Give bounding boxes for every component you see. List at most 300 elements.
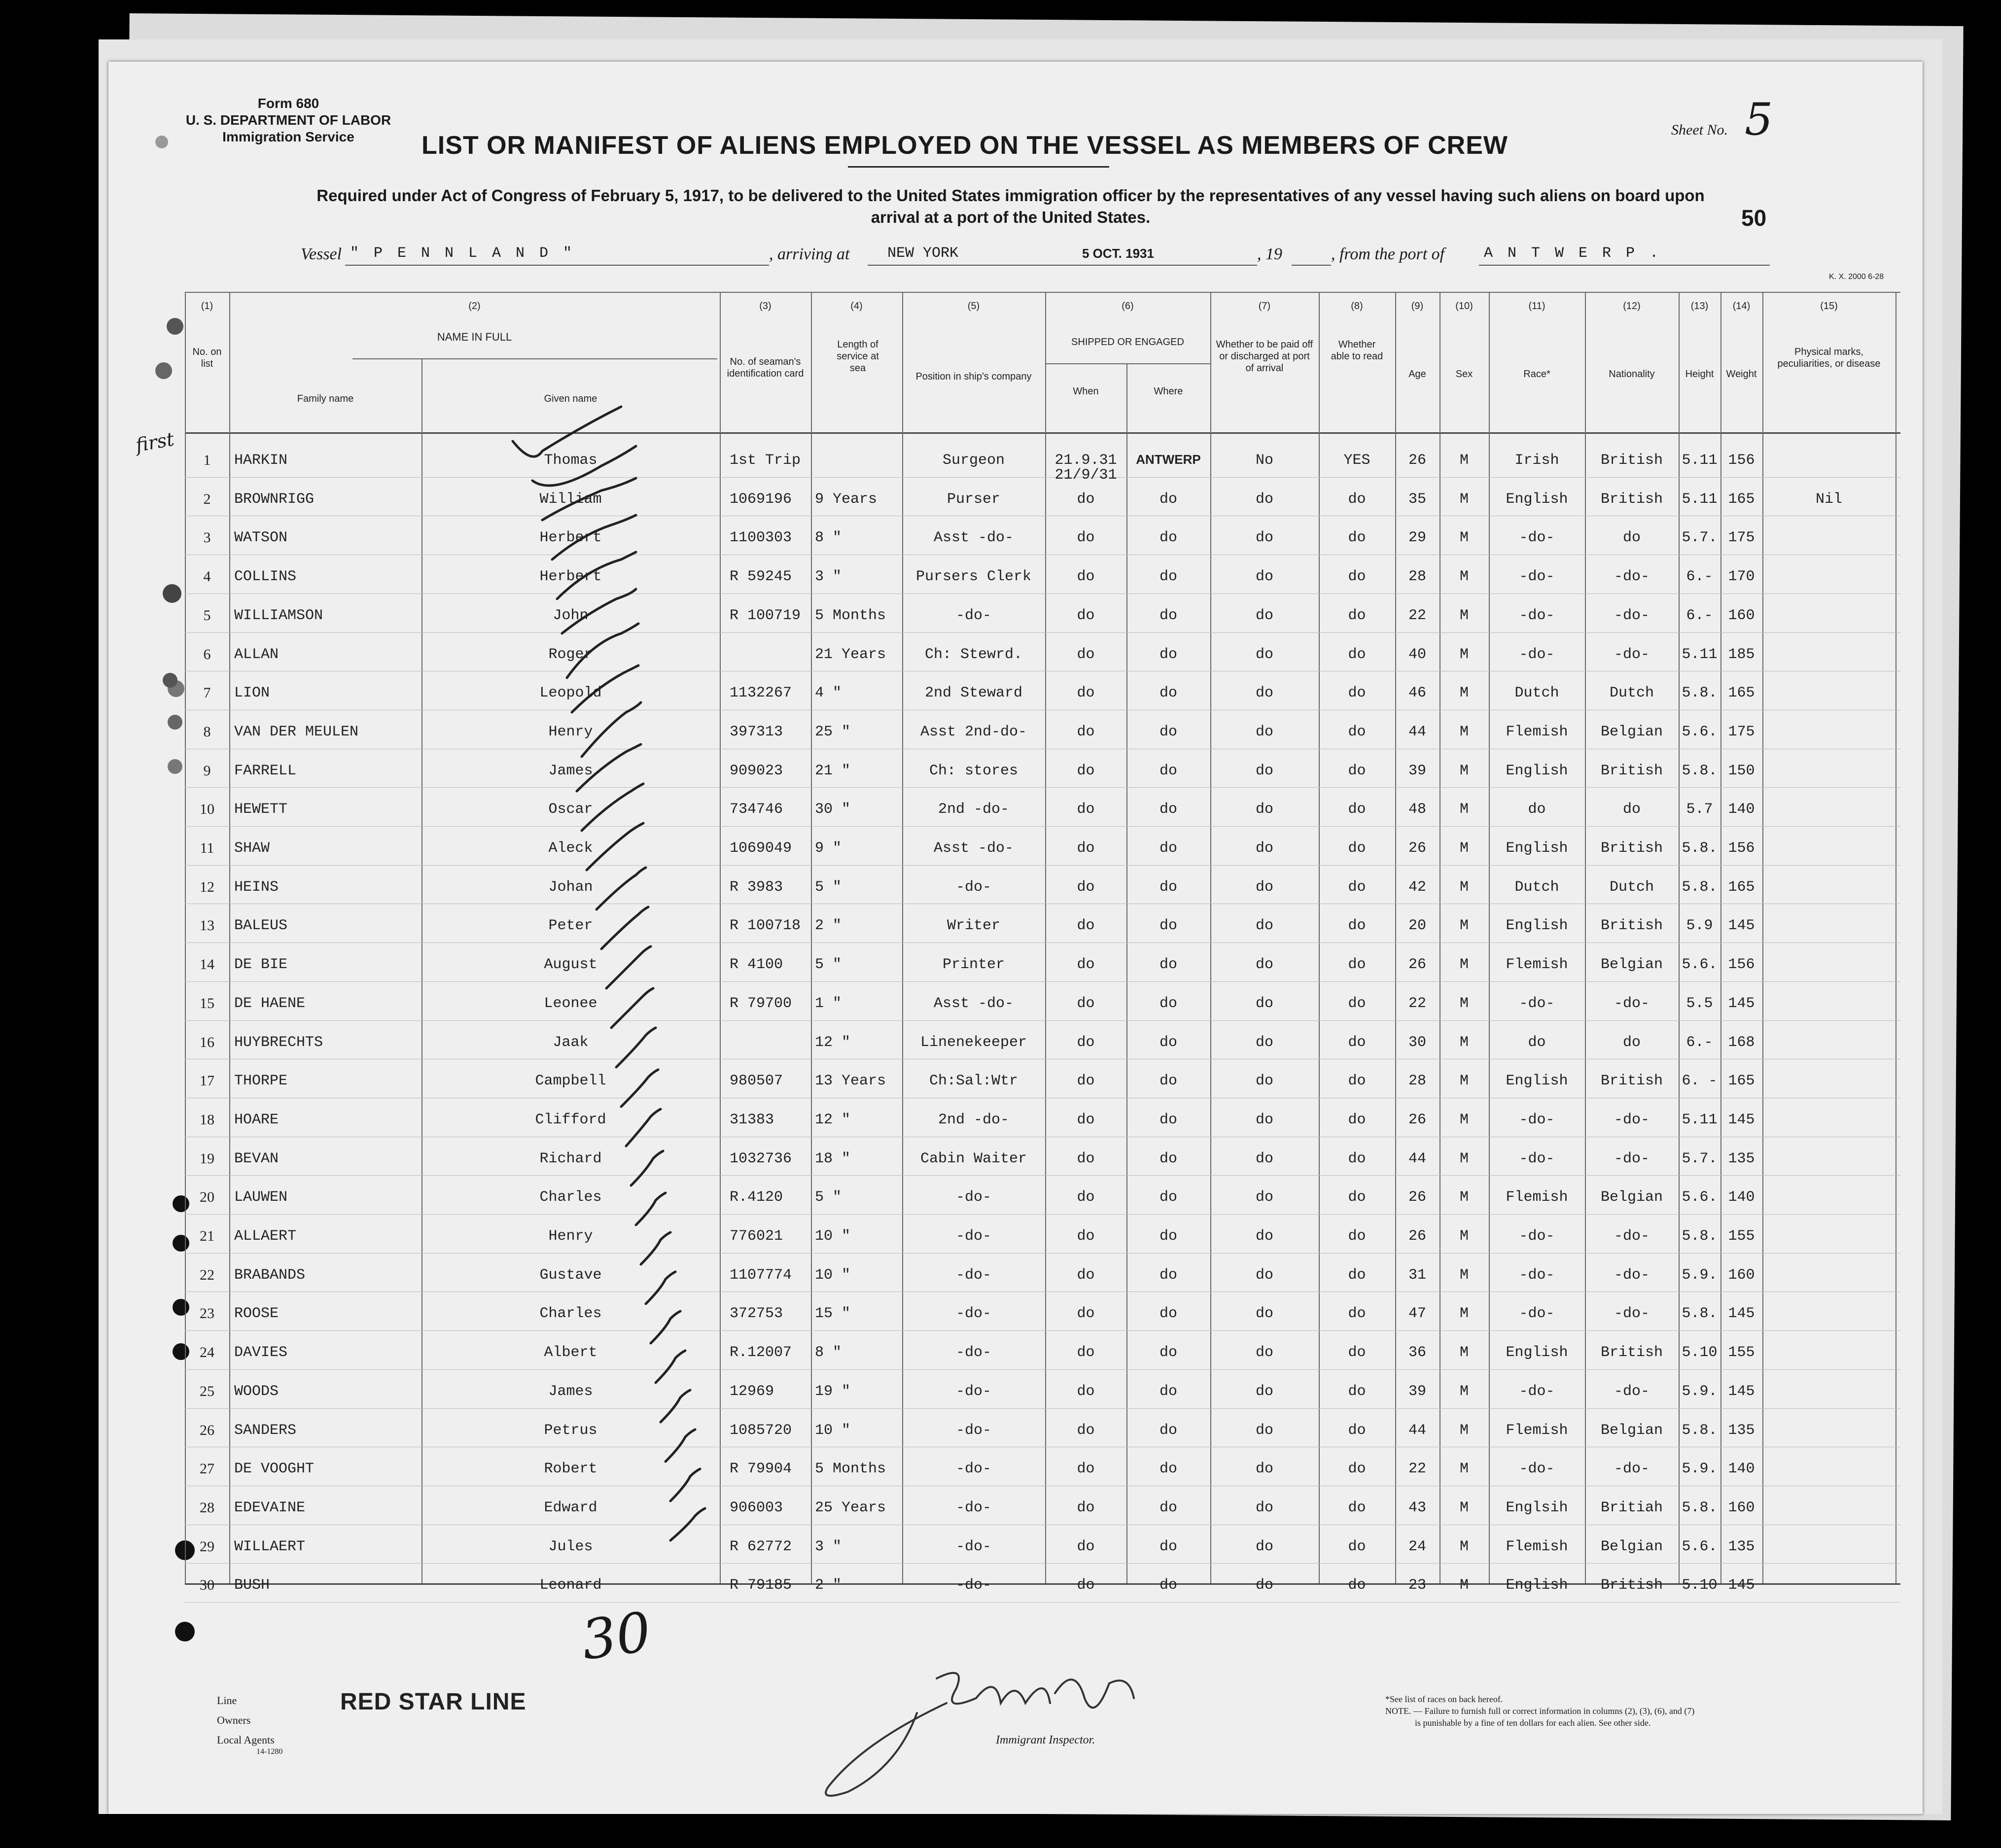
cell-family-name: DE VOOGHT [234, 1461, 315, 1478]
col-num: (11) [1528, 301, 1545, 312]
cell-where: do [1159, 1422, 1177, 1439]
penalty-note-2: is punishable by a fine of ten dollars for each alien. See other side. [1415, 1718, 1651, 1728]
cell-race: -do- [1519, 529, 1555, 547]
cell-family-name: ROOSE [234, 1305, 279, 1323]
cell-age: 26 [1408, 1111, 1426, 1128]
cell-race: English [1506, 762, 1568, 779]
header-able-read: Whether able to read [1331, 339, 1383, 362]
cell-no: 2 [203, 490, 211, 507]
cell-position: -do- [955, 1228, 991, 1245]
cell-given-name: Peter [548, 917, 593, 935]
agents-code: 14-1280 [256, 1747, 283, 1756]
cell-weight: 140 [1728, 801, 1755, 818]
cell-where: do [1159, 1305, 1177, 1323]
cell-nationality: Belgian [1600, 723, 1663, 740]
cell-length-service: 19 " [815, 1383, 851, 1400]
cell-position: Ch:Sal:Wtr [929, 1073, 1018, 1090]
cell-weight: 165 [1728, 878, 1755, 896]
cell-weight: 160 [1728, 607, 1755, 624]
cell-family-name: HOARE [234, 1111, 279, 1128]
cell-length-service: 3 " [815, 1538, 842, 1555]
cell-height: 5.5 [1686, 995, 1713, 1012]
cell-paid-off: do [1255, 1034, 1273, 1051]
cell-family-name: HUYBRECHTS [234, 1034, 323, 1051]
line-stamp: RED STAR LINE [340, 1689, 527, 1715]
cell-family-name: LAUWEN [234, 1189, 288, 1206]
cell-race: Flemish [1506, 1422, 1568, 1439]
cell-position: -do- [955, 1499, 991, 1516]
cell-nationality: -do- [1614, 1383, 1650, 1400]
cell-when: do [1077, 1577, 1095, 1594]
cell-length-service: 2 " [815, 1577, 842, 1594]
owners-label: Owners [217, 1714, 251, 1726]
cell-id-card: 12969 [730, 1383, 774, 1400]
cell-able-read: do [1348, 1073, 1366, 1090]
cell-paid-off: do [1255, 1228, 1273, 1245]
col-num: (6) [1122, 301, 1134, 312]
header-paid-off: Whether to be paid off or discharged at port of arrival [1216, 339, 1313, 374]
from-port-label: , from the port of [1331, 245, 1445, 263]
cell-able-read: do [1348, 529, 1366, 547]
race-note: *See list of races on back hereof. [1385, 1694, 1503, 1704]
cell-height: 5.8. [1682, 1305, 1718, 1323]
cell-given-name: Edward [544, 1499, 597, 1516]
cell-nationality: Dutch [1609, 685, 1654, 702]
cell-able-read: do [1348, 1111, 1366, 1128]
cell-length-service: 21 " [815, 762, 851, 779]
cell-no: 25 [200, 1383, 214, 1399]
sheet-number: 5 [1744, 94, 1773, 145]
cell-able-read: do [1348, 1538, 1366, 1555]
cell-nationality: -do- [1614, 1111, 1650, 1128]
cell-sex: M [1459, 452, 1469, 469]
cell-able-read: do [1348, 1228, 1366, 1245]
cell-given-name: Albert [544, 1344, 597, 1361]
cell-able-read: do [1348, 646, 1366, 663]
cell-id-card: R 79185 [730, 1577, 792, 1594]
cell-age: 44 [1408, 1422, 1426, 1439]
cell-id-card: 1032736 [730, 1150, 792, 1167]
cell-given-name: William [539, 490, 602, 508]
cell-age: 39 [1408, 1383, 1426, 1400]
cell-length-service: 10 " [815, 1266, 851, 1284]
cell-family-name: THORPE [234, 1073, 288, 1090]
cell-able-read: do [1348, 1150, 1366, 1167]
cell-where: do [1159, 1577, 1177, 1594]
cell-position: Cabin Waiter [920, 1150, 1027, 1167]
cell-id-card: 776021 [730, 1228, 783, 1245]
cell-age: 20 [1408, 917, 1426, 935]
cell-age: 42 [1408, 878, 1426, 896]
cell-age: 28 [1408, 1073, 1426, 1090]
cell-nationality: -do- [1614, 995, 1650, 1012]
cell-weight: 175 [1728, 723, 1755, 740]
cell-nationality: British [1600, 1344, 1663, 1361]
cell-age: 22 [1408, 995, 1426, 1012]
cell-position: -do- [955, 1422, 991, 1439]
cell-sex: M [1459, 723, 1469, 740]
cell-family-name: DAVIES [234, 1344, 288, 1361]
inspection-checkmarks [108, 62, 1923, 1814]
cell-able-read: do [1348, 568, 1366, 586]
cell-sex: M [1459, 1034, 1469, 1051]
cell-position: Ch: Stewrd. [924, 646, 1023, 663]
cell-id-card: 980507 [730, 1073, 783, 1090]
cell-no: 9 [203, 762, 211, 779]
cell-race: -do- [1519, 1228, 1555, 1245]
cell-weight: 155 [1728, 1228, 1755, 1245]
cell-height: 5.8. [1682, 685, 1718, 702]
cell-height: 5.7 [1686, 801, 1713, 818]
header-nationality: Nationality [1609, 369, 1655, 380]
cell-family-name: HEINS [234, 878, 279, 896]
header-height: Height [1685, 369, 1714, 380]
cell-able-read: do [1348, 1499, 1366, 1516]
cell-length-service: 5 " [815, 1189, 842, 1206]
cell-no: 21 [200, 1228, 214, 1244]
cell-sex: M [1459, 917, 1469, 935]
col-num: (3) [759, 301, 772, 312]
cell-age: 26 [1408, 1228, 1426, 1245]
header-where: Where [1154, 386, 1183, 397]
cell-paid-off: do [1255, 1577, 1273, 1594]
cell-able-read: do [1348, 917, 1366, 935]
cell-length-service: 5 " [815, 956, 842, 974]
cell-age: 44 [1408, 1150, 1426, 1167]
cell-height: 5.8. [1682, 878, 1718, 896]
cell-given-name: James [548, 762, 593, 779]
cell-height: 5.8. [1682, 840, 1718, 857]
cell-sex: M [1459, 1461, 1469, 1478]
cell-when: do [1077, 685, 1095, 702]
cell-id-card: 1069196 [730, 490, 792, 508]
cell-length-service: 15 " [815, 1305, 851, 1323]
cell-where: do [1159, 956, 1177, 974]
from-port: A N T W E R P . [1484, 245, 1662, 262]
cell-nationality: -do- [1614, 1305, 1650, 1323]
cell-when: do [1077, 646, 1095, 663]
cell-sex: M [1459, 1577, 1469, 1594]
cell-no: 30 [200, 1577, 214, 1594]
cell-paid-off: do [1255, 1111, 1273, 1128]
cell-position: -do- [955, 607, 991, 624]
local-agents-label: Local Agents [217, 1734, 275, 1746]
cell-nationality: British [1600, 762, 1663, 779]
cell-age: 28 [1408, 568, 1426, 586]
cell-able-read: do [1348, 723, 1366, 740]
cell-weight: 185 [1728, 646, 1755, 663]
cell-race: Flemish [1506, 1538, 1568, 1555]
cell-nationality: -do- [1614, 568, 1650, 586]
cell-age: 30 [1408, 1034, 1426, 1051]
cell-position: Ch: stores [929, 762, 1018, 779]
cell-when: do [1077, 801, 1095, 818]
manifest-title: LIST OR MANIFEST OF ALIENS EMPLOYED ON THE VESSEL AS MEMBERS OF CREW [421, 131, 1508, 160]
vessel-label: Vessel [301, 245, 342, 263]
cell-sex: M [1459, 1344, 1469, 1361]
cell-no: 11 [200, 840, 214, 856]
cell-length-service: 4 " [815, 685, 842, 702]
cell-paid-off: do [1255, 1344, 1273, 1361]
cell-weight: 140 [1728, 1461, 1755, 1478]
cell-when: do [1077, 1344, 1095, 1361]
cell-nationality: -do- [1614, 607, 1650, 624]
cell-nationality: -do- [1614, 1228, 1650, 1245]
cell-able-read: do [1348, 1034, 1366, 1051]
cell-height: 5.9. [1682, 1383, 1718, 1400]
cell-family-name: BROWNRIGG [234, 490, 315, 508]
cell-height: 5.11 [1682, 452, 1718, 469]
cell-length-service: 9 " [815, 840, 842, 857]
cell-weight: 145 [1728, 1111, 1755, 1128]
cell-no: 8 [203, 723, 211, 740]
cell-race: -do- [1519, 646, 1555, 663]
cell-height: 5.11 [1682, 646, 1718, 663]
cell-sex: M [1459, 685, 1469, 702]
cell-no: 5 [203, 607, 211, 624]
cell-position: Printer [942, 956, 1005, 974]
cell-given-name: John [553, 607, 589, 624]
cell-family-name: HARKIN [234, 452, 288, 469]
col-num: (5) [967, 301, 980, 312]
cell-age: 23 [1408, 1577, 1426, 1594]
cell-given-name: Thomas [544, 452, 597, 469]
header-sex: Sex [1455, 369, 1473, 380]
cell-id-card: 397313 [730, 723, 783, 740]
cell-nationality: Dutch [1609, 878, 1654, 896]
cell-position: -do- [955, 1461, 991, 1478]
cell-id-card: 31383 [730, 1111, 774, 1128]
cell-where: do [1159, 1499, 1177, 1516]
cell-when: do [1077, 1034, 1095, 1051]
cell-family-name: BUSH [234, 1577, 270, 1594]
cell-sex: M [1459, 1266, 1469, 1284]
cell-when: do [1077, 1538, 1095, 1555]
cell-paid-off: do [1255, 1266, 1273, 1284]
cell-paid-off: do [1255, 1499, 1273, 1516]
cell-height: 5.8. [1682, 1422, 1718, 1439]
cell-sex: M [1459, 1111, 1469, 1128]
cell-paid-off: do [1255, 490, 1273, 508]
cell-age: 24 [1408, 1538, 1426, 1555]
cell-able-read: do [1348, 995, 1366, 1012]
cell-position: -do- [955, 1383, 991, 1400]
cell-position: -do- [955, 1577, 991, 1594]
col-num: (10) [1455, 301, 1473, 312]
cell-no: 17 [200, 1073, 214, 1089]
cell-race: -do- [1519, 995, 1555, 1012]
cell-id-card: 372753 [730, 1305, 783, 1323]
cell-physical-marks: Nil [1815, 490, 1842, 508]
col-num: (15) [1820, 301, 1838, 312]
cell-given-name: Campbell [535, 1073, 606, 1090]
col-num: (7) [1258, 301, 1271, 312]
cell-height: 5.11 [1682, 1111, 1718, 1128]
cell-sex: M [1459, 607, 1469, 624]
cell-given-name: Johan [548, 878, 593, 896]
cell-nationality: -do- [1614, 646, 1650, 663]
cell-weight: 165 [1728, 490, 1755, 508]
cell-able-read: do [1348, 1577, 1366, 1594]
cell-height: 6.- [1686, 568, 1713, 586]
cell-sex: M [1459, 568, 1469, 586]
cell-given-name: Clifford [535, 1111, 606, 1128]
cell-weight: 150 [1728, 762, 1755, 779]
cell-where: do [1159, 1034, 1177, 1051]
cell-weight: 155 [1728, 1344, 1755, 1361]
cell-paid-off: do [1255, 1150, 1273, 1167]
header-weight: Weight [1726, 369, 1757, 380]
cell-family-name: DE HAENE [234, 995, 306, 1012]
cell-weight: 175 [1728, 529, 1755, 547]
cell-position: Writer [947, 917, 1001, 935]
cell-race: English [1506, 840, 1568, 857]
cell-nationality: Belgian [1600, 1538, 1663, 1555]
margin-note: first [134, 428, 176, 456]
cell-age: 46 [1408, 685, 1426, 702]
cell-length-service: 8 " [815, 529, 842, 547]
cell-length-service: 10 " [815, 1228, 851, 1245]
cell-length-service: 12 " [815, 1034, 851, 1051]
cell-race: do [1528, 1034, 1546, 1051]
cell-no: 10 [200, 801, 214, 818]
cell-where: do [1159, 723, 1177, 740]
cell-given-name: Robert [544, 1461, 597, 1478]
cell-family-name: WATSON [234, 529, 288, 547]
cell-length-service: 8 " [815, 1344, 842, 1361]
cell-family-name: EDEVAINE [234, 1499, 306, 1516]
service-name: Immigration Service [222, 129, 354, 144]
cell-given-name: Roger [548, 646, 593, 663]
cell-weight: 156 [1728, 840, 1755, 857]
cell-age: 31 [1408, 1266, 1426, 1284]
cell-no: 7 [203, 685, 211, 701]
sheet-label: Sheet No. [1671, 122, 1728, 138]
vessel-name: " P E N N L A N D " [350, 245, 575, 262]
cell-age: 43 [1408, 1499, 1426, 1516]
cell-age: 22 [1408, 1461, 1426, 1478]
cell-when: do [1077, 1266, 1095, 1284]
cell-no: 14 [200, 956, 214, 973]
cell-paid-off: do [1255, 956, 1273, 974]
cell-id-card: R 100719 [730, 607, 801, 624]
cell-height: 5.6. [1682, 956, 1718, 974]
cell-id-card: 906003 [730, 1499, 783, 1516]
cell-when: do [1077, 1073, 1095, 1090]
cell-weight: 140 [1728, 1189, 1755, 1206]
col-num: (14) [1732, 301, 1751, 312]
cell-paid-off: do [1255, 529, 1273, 547]
cell-position: Asst -do- [933, 995, 1014, 1012]
manifest-sheet [108, 62, 1923, 1814]
header-id-card: No. of seaman's identification card [727, 356, 804, 379]
cell-weight: 145 [1728, 917, 1755, 935]
cell-race: -do- [1519, 1461, 1555, 1478]
requirement-line-2: arrival at a port of the United States. [871, 208, 1151, 226]
cell-paid-off: do [1255, 878, 1273, 896]
cell-able-read: do [1348, 956, 1366, 974]
cell-height: 5.7. [1682, 1150, 1718, 1167]
cell-family-name: WOODS [234, 1383, 279, 1400]
cell-race: English [1506, 917, 1568, 935]
cell-id-card: R 79904 [730, 1461, 792, 1478]
cell-where: do [1159, 762, 1177, 779]
cell-paid-off: do [1255, 1383, 1273, 1400]
cell-height: 5.8. [1682, 762, 1718, 779]
cell-weight: 156 [1728, 452, 1755, 469]
cell-height: 5.10 [1682, 1344, 1718, 1361]
cell-nationality: Belgian [1600, 1189, 1663, 1206]
cell-given-name: Henry [548, 1228, 593, 1245]
cell-height: 5.9. [1682, 1266, 1718, 1284]
cell-weight: 145 [1728, 1383, 1755, 1400]
cell-no: 24 [200, 1344, 214, 1361]
cell-no: 13 [200, 917, 214, 934]
cell-position: -do- [955, 1266, 991, 1284]
cell-sex: M [1459, 956, 1469, 974]
header-length-service: Length of service at sea [837, 339, 879, 374]
cell-id-card: 1085720 [730, 1422, 792, 1439]
cell-no: 19 [200, 1150, 214, 1167]
header-race: Race* [1523, 369, 1550, 380]
cell-position: 2nd -do- [938, 1111, 1010, 1128]
arriving-label: , arriving at [769, 245, 850, 263]
cell-paid-off: do [1255, 995, 1273, 1012]
cell-weight: 145 [1728, 995, 1755, 1012]
cell-nationality: Belgian [1600, 1422, 1663, 1439]
cell-family-name: FARRELL [234, 762, 297, 779]
cell-sex: M [1459, 762, 1469, 779]
cell-family-name: HEWETT [234, 801, 288, 818]
cell-sex: M [1459, 1150, 1469, 1167]
cell-nationality: British [1600, 840, 1663, 857]
cell-when: do [1077, 1383, 1095, 1400]
cell-where: do [1159, 1073, 1177, 1090]
cell-able-read: do [1348, 840, 1366, 857]
cell-when: 21.9.31 [1054, 452, 1117, 469]
cell-weight: 135 [1728, 1422, 1755, 1439]
cell-height: 6.- [1686, 1034, 1713, 1051]
cell-race: -do- [1519, 607, 1555, 624]
cell-weight: 170 [1728, 568, 1755, 586]
cell-nationality: British [1600, 917, 1663, 935]
cell-weight: 168 [1728, 1034, 1755, 1051]
cell-given-name: Leopold [539, 685, 602, 702]
cell-weight: 145 [1728, 1305, 1755, 1323]
cell-length-service: 21 Years [815, 646, 886, 663]
cell-id-card: 1132267 [730, 685, 792, 702]
cell-length-service: 5 " [815, 878, 842, 896]
cell-height: 5.6. [1682, 1189, 1718, 1206]
cell-given-name: James [548, 1383, 593, 1400]
cell-when: do [1077, 607, 1095, 624]
cell-sex: M [1459, 801, 1469, 818]
cell-family-name: BALEUS [234, 917, 288, 935]
cell-able-read: do [1348, 1422, 1366, 1439]
cell-when: do [1077, 1461, 1095, 1478]
cell-when: do [1077, 1111, 1095, 1128]
cell-position: -do- [955, 878, 991, 896]
cell-weight: 135 [1728, 1150, 1755, 1167]
cell-no: 18 [200, 1111, 214, 1128]
cell-able-read: do [1348, 1305, 1366, 1323]
cell-position: 2nd -do- [938, 801, 1010, 818]
cell-weight: 165 [1728, 685, 1755, 702]
cell-paid-off: do [1255, 1422, 1273, 1439]
cell-paid-off: do [1255, 840, 1273, 857]
cell-sex: M [1459, 995, 1469, 1012]
cell-race: Dutch [1514, 878, 1559, 896]
